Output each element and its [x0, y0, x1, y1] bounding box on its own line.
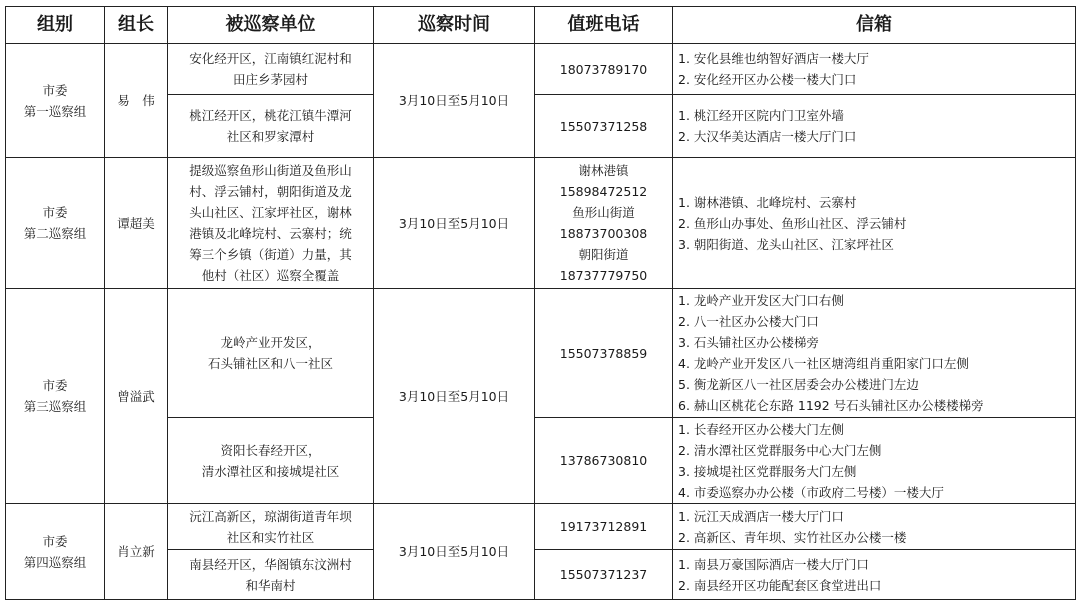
time-cell: 3月10日至5月10日 — [374, 44, 535, 158]
header-unit: 被巡察单位 — [168, 7, 374, 44]
phone-number: 15898472512 — [559, 184, 648, 199]
unit-cell — [168, 550, 374, 600]
mailbox-line: 1. 谢林港镇、北峰垸村、云寨村 — [678, 194, 857, 210]
group-name-line: 市委 — [42, 205, 68, 220]
mailbox-line: 2. 八一社区办公楼大门口 — [678, 314, 819, 329]
unit-line: 和华南村 — [245, 577, 296, 593]
table-row — [6, 158, 1076, 289]
group-name-line: 第一巡察组 — [23, 103, 87, 119]
time-cell: 3月10日至5月10日 — [374, 158, 535, 289]
header-phone: 值班电话 — [535, 7, 673, 44]
mailbox-cell — [673, 289, 1076, 418]
mailbox-line: 4. 市委巡察办办公楼（市政府二号楼）一楼大厅 — [678, 484, 944, 500]
group-name-line: 第二巡察组 — [23, 226, 87, 241]
unit-cell — [168, 44, 374, 95]
leader-cell: 易 伟 — [105, 44, 168, 158]
unit-cell — [168, 289, 374, 418]
unit-line: 提级巡察鱼形山街道及鱼形山 — [189, 163, 352, 178]
time-cell: 3月10日至5月10日 — [374, 504, 535, 600]
header-group: 组别 — [6, 7, 105, 44]
unit-line: 筹三个乡镇（街道）力量，其 — [189, 247, 352, 262]
mailbox-cell — [673, 504, 1076, 550]
unit-line: 石头铺社区和八一社区 — [207, 356, 333, 371]
phone-label: 朝阳街道 — [578, 247, 629, 262]
mailbox-line: 1. 龙岭产业开发区大门口右侧 — [678, 293, 844, 308]
mailbox-cell — [673, 418, 1076, 504]
group-name-line: 市委 — [42, 533, 68, 549]
mailbox-cell — [673, 550, 1076, 600]
unit-cell — [168, 418, 374, 504]
header-mailbox: 信箱 — [673, 7, 1076, 44]
group-name-cell — [6, 289, 105, 504]
unit-line: 龙岭产业开发区， — [220, 335, 321, 350]
table-row — [6, 44, 1076, 95]
mailbox-cell — [673, 158, 1076, 289]
phone-cell — [535, 418, 673, 504]
mailbox-line: 2. 大汉华美达酒店一楼大厅门口 — [678, 129, 857, 144]
unit-line: 清水潭社区和接城堤社区 — [201, 463, 340, 479]
group-name-line: 第四巡察组 — [23, 554, 87, 570]
mailbox-line: 1. 长春经开区办公楼大门左侧 — [678, 421, 844, 437]
mailbox-line: 1. 南县万豪国际酒店一楼大厅门口 — [678, 556, 869, 572]
table-row — [6, 504, 1076, 550]
group-name-line: 市委 — [42, 82, 68, 98]
unit-line: 社区和罗家潭村 — [226, 129, 315, 144]
mailbox-line: 1. 桃江经开区院内门卫室外墙 — [678, 108, 844, 123]
group-name-cell — [6, 504, 105, 600]
mailbox-line: 3. 接城堤社区党群服务大门左侧 — [678, 463, 857, 479]
mailbox-line: 2. 鱼形山办事处、鱼形山社区、浮云铺村 — [678, 215, 907, 231]
unit-cell — [168, 95, 374, 158]
group-name-line: 市委 — [42, 378, 68, 393]
phone-cell — [535, 289, 673, 418]
unit-line: 资阳长春经开区， — [220, 442, 321, 458]
phone-cell — [535, 95, 673, 158]
time-cell: 3月10日至5月10日 — [374, 289, 535, 504]
unit-line: 沅江高新区，琼湖街道青年坝 — [189, 508, 352, 524]
unit-cell — [168, 158, 374, 289]
mailbox-line: 4. 龙岭产业开发区八一社区塘湾组肖重阳家门口左侧 — [678, 356, 969, 371]
phone-number: 15507371258 — [559, 118, 648, 134]
mailbox-cell — [673, 95, 1076, 158]
phone-cell — [535, 504, 673, 550]
mailbox-line: 2. 高新区、青年坝、实竹社区办公楼一楼 — [678, 529, 907, 545]
mailbox-line: 2. 安化经开区办公楼一楼大门口 — [678, 72, 857, 87]
phone-number: 19173712891 — [559, 519, 648, 534]
phone-number: 18737779750 — [559, 268, 648, 283]
unit-line: 南县经开区，华阁镇东汶洲村 — [189, 556, 352, 572]
header-row — [6, 7, 1076, 44]
mailbox-line: 1. 安化县维也纳智好酒店一楼大厅 — [678, 51, 869, 66]
mailbox-line: 3. 朝阳街道、龙头山社区、江家坪社区 — [678, 236, 894, 252]
phone-number: 15507378859 — [559, 345, 648, 361]
phone-cell — [535, 158, 673, 289]
unit-line: 港镇及北峰垸村、云寨村；统 — [189, 226, 352, 241]
inspection-schedule-table — [5, 6, 1076, 600]
phone-label: 鱼形山街道 — [572, 205, 635, 220]
unit-line: 安化经开区，江南镇红泥村和 — [189, 51, 352, 66]
unit-cell — [168, 504, 374, 550]
phone-number: 15507371237 — [559, 567, 648, 582]
phone-number: 18073789170 — [559, 61, 648, 77]
group-name-cell — [6, 158, 105, 289]
header-leader: 组长 — [105, 7, 168, 44]
leader-cell: 曾溢武 — [105, 289, 168, 504]
group-name-cell — [6, 44, 105, 158]
phone-cell — [535, 44, 673, 95]
unit-line: 田庄乡茅园村 — [232, 72, 308, 87]
mailbox-line: 2. 清水潭社区党群服务中心大门左侧 — [678, 442, 882, 458]
leader-cell: 谭超美 — [105, 158, 168, 289]
unit-line: 村、浮云铺村，朝阳街道及龙 — [189, 184, 352, 199]
phone-number: 13786730810 — [559, 453, 648, 468]
unit-line: 他村（社区）巡察全覆盖 — [201, 268, 340, 283]
phone-label: 谢林港镇 — [578, 163, 629, 178]
phone-number: 18873700308 — [559, 226, 648, 241]
table-row — [6, 289, 1076, 418]
table-wrapper — [5, 6, 1076, 600]
mailbox-line: 6. 赫山区桃花仑东路 1192 号石头铺社区办公楼楼梯旁 — [678, 398, 984, 413]
phone-cell — [535, 550, 673, 600]
mailbox-line: 1. 沅江天成酒店一楼大厅门口 — [678, 508, 844, 524]
unit-line: 社区和实竹社区 — [226, 529, 315, 545]
group-name-line: 第三巡察组 — [23, 399, 87, 414]
mailbox-line: 5. 衡龙新区八一社区居委会办公楼进门左边 — [678, 377, 919, 392]
header-time: 巡察时间 — [374, 7, 535, 44]
mailbox-cell — [673, 44, 1076, 95]
unit-line: 桃江经开区，桃花江镇牛潭河 — [189, 108, 352, 123]
mailbox-line: 3. 石头铺社区办公楼梯旁 — [678, 335, 819, 350]
mailbox-line: 2. 南县经开区功能配套区食堂进出口 — [678, 577, 882, 593]
leader-cell: 肖立新 — [105, 504, 168, 600]
unit-line: 头山社区、江家坪社区，谢林 — [189, 205, 352, 220]
